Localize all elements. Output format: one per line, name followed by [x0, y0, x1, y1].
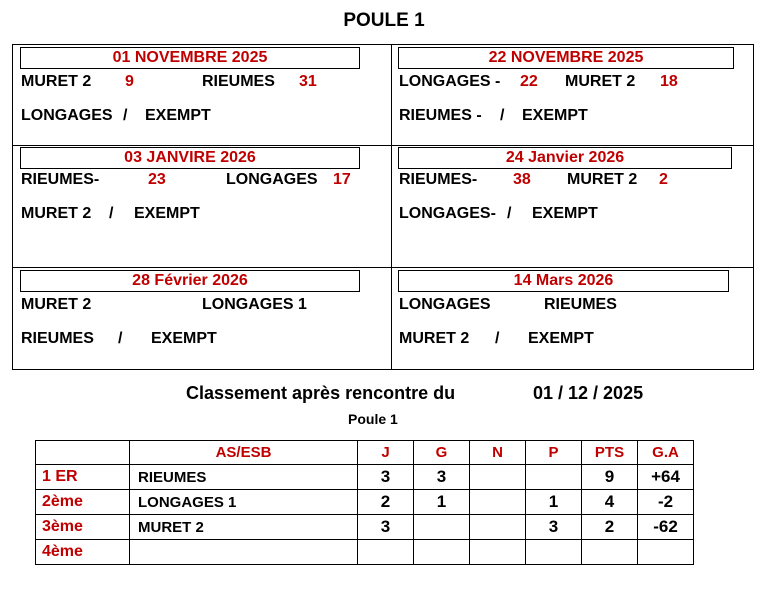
score-a: 9 — [125, 73, 134, 90]
team-b: LONGAGES — [226, 171, 318, 188]
team-cell: MURET 2 — [130, 515, 358, 540]
exempt-separator: / — [123, 107, 128, 124]
table-header-row — [36, 441, 694, 465]
score-a: 23 — [148, 171, 166, 188]
team-a: RIEUMES- — [21, 171, 100, 188]
header-cell: AS/ESB — [130, 441, 358, 465]
won-cell: 3 — [414, 465, 470, 490]
exempt-label: EXEMPT — [134, 205, 200, 222]
draw-cell — [470, 540, 526, 565]
lost-cell — [526, 465, 582, 490]
played-cell — [358, 540, 414, 565]
header-cell: G — [414, 441, 470, 465]
exempt-label: EXEMPT — [151, 330, 217, 347]
score-b: 2 — [659, 171, 668, 188]
header-cell: P — [526, 441, 582, 465]
header-cell: N — [470, 441, 526, 465]
header-cell: PTS — [582, 441, 638, 465]
round-date: 22 NOVEMBRE 2025 — [398, 47, 734, 69]
score-b: 18 — [660, 73, 678, 90]
team-b: MURET 2 — [565, 73, 636, 90]
table-row — [36, 490, 694, 515]
exempt-label: EXEMPT — [145, 107, 211, 124]
classement-date: 01 / 12 / 2025 — [533, 383, 644, 403]
team-b: LONGAGES 1 — [202, 296, 307, 313]
exempt-label: EXEMPT — [528, 330, 594, 347]
draw-cell — [470, 465, 526, 490]
team-b: RIEUMES — [202, 73, 275, 90]
won-cell: 1 — [414, 490, 470, 515]
schedule-grid — [12, 44, 754, 370]
lost-cell — [526, 540, 582, 565]
score-b: 17 — [333, 171, 351, 188]
table-row — [36, 540, 694, 565]
team-cell: RIEUMES — [130, 465, 358, 490]
won-cell — [414, 540, 470, 565]
draw-cell — [470, 490, 526, 515]
exempt-label: EXEMPT — [522, 107, 588, 124]
exempt-separator: / — [109, 205, 114, 222]
round-date: 14 Mars 2026 — [398, 270, 729, 292]
points-cell: 2 — [582, 515, 638, 540]
score-b: 31 — [299, 73, 317, 90]
header-cell — [36, 441, 130, 465]
round-date: 28 Février 2026 — [20, 270, 360, 292]
goal-average-cell: -62 — [638, 515, 694, 540]
lost-cell: 3 — [526, 515, 582, 540]
goal-average-cell — [638, 540, 694, 565]
goal-average-cell: +64 — [638, 465, 694, 490]
team-a: LONGAGES - — [399, 73, 501, 90]
lost-cell: 1 — [526, 490, 582, 515]
header-cell: J — [358, 441, 414, 465]
round-date: 24 Janvier 2026 — [398, 147, 732, 169]
round-date: 03 JANVIRE 2026 — [20, 147, 360, 169]
rank-cell: 3ème — [36, 515, 130, 540]
rank-cell: 4ème — [36, 540, 130, 565]
exempt-label: EXEMPT — [532, 205, 598, 222]
won-cell — [414, 515, 470, 540]
exempt-separator: / — [118, 330, 123, 347]
exempt-separator: / — [495, 330, 500, 347]
grid-divider-vertical — [391, 45, 392, 369]
team-b: RIEUMES — [544, 296, 617, 313]
grid-divider-row1 — [13, 145, 753, 146]
points-cell — [582, 540, 638, 565]
grid-divider-row2 — [13, 267, 753, 268]
exempt-team: MURET 2 — [399, 330, 470, 347]
team-cell — [130, 540, 358, 565]
team-b: MURET 2 — [567, 171, 638, 188]
page-title: POULE 1 — [343, 10, 425, 31]
draw-cell — [470, 515, 526, 540]
rank-cell: 1 ER — [36, 465, 130, 490]
exempt-team: LONGAGES- — [399, 205, 496, 222]
exempt-team: RIEUMES — [21, 330, 94, 347]
goal-average-cell: -2 — [638, 490, 694, 515]
score-a: 22 — [520, 73, 538, 90]
classement-title: Classement après rencontre du — [186, 383, 456, 403]
points-cell: 9 — [582, 465, 638, 490]
team-a: MURET 2 — [21, 296, 92, 313]
exempt-team: RIEUMES - — [399, 107, 482, 124]
table-row — [36, 465, 694, 490]
ranking-table — [35, 440, 694, 565]
exempt-team: LONGAGES — [21, 107, 113, 124]
team-cell: LONGAGES 1 — [130, 490, 358, 515]
rank-cell: 2ème — [36, 490, 130, 515]
played-cell: 3 — [358, 465, 414, 490]
score-a: 38 — [513, 171, 531, 188]
team-a: LONGAGES — [399, 296, 491, 313]
exempt-team: MURET 2 — [21, 205, 92, 222]
played-cell: 3 — [358, 515, 414, 540]
table-row — [36, 515, 694, 540]
exempt-separator: / — [500, 107, 505, 124]
header-cell: G.A — [638, 441, 694, 465]
points-cell: 4 — [582, 490, 638, 515]
team-a: RIEUMES- — [399, 171, 478, 188]
round-date: 01 NOVEMBRE 2025 — [20, 47, 360, 69]
exempt-separator: / — [507, 205, 512, 222]
classement-subtitle: Poule 1 — [348, 411, 398, 427]
team-a: MURET 2 — [21, 73, 92, 90]
played-cell: 2 — [358, 490, 414, 515]
